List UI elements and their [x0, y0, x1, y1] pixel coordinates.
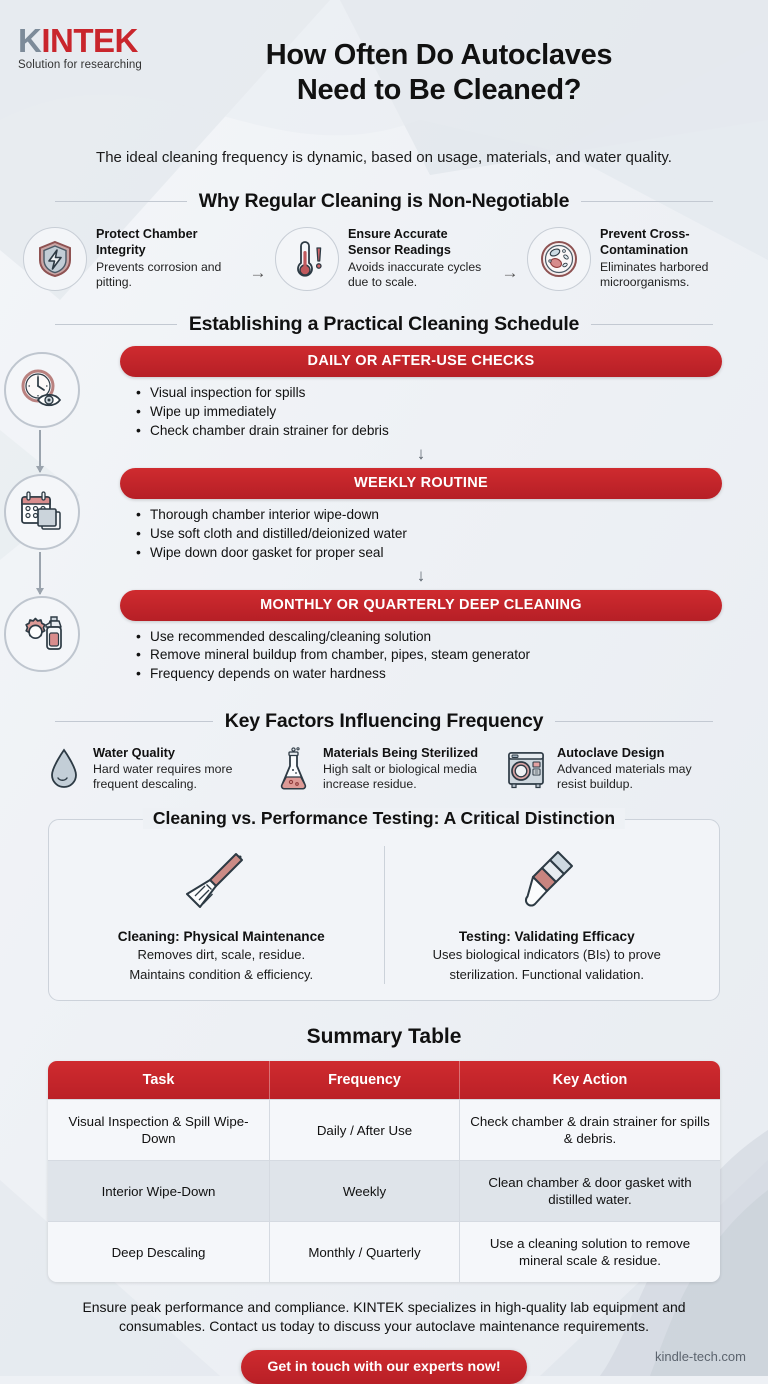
list-item: • Check chamber drain strainer for debris [136, 422, 722, 441]
factor-text [323, 745, 494, 792]
schedule-step-monthly [120, 590, 722, 685]
list-item: • Wipe up immediately [136, 403, 722, 422]
cta-wrapper [0, 1350, 768, 1384]
factor-title: Materials Being Sterilized [323, 745, 479, 761]
footer-text-line1: Ensure peak performance and compliance. KINTEK specializes in high-quality lab equipment and [82, 1299, 686, 1316]
summary-table [48, 1061, 720, 1282]
schedule-list-weekly [136, 506, 722, 563]
distinction-column-testing [384, 846, 710, 984]
cell-frequency: Weekly [270, 1160, 460, 1221]
table-row [48, 1160, 720, 1221]
factors-section-title: Key Factors Influencing Frequency [224, 710, 544, 733]
brush-icon [69, 846, 374, 921]
factor-desc: Advanced materials may resist buildup. [557, 761, 692, 792]
why-card-cross-contamination [527, 227, 745, 291]
logo-tagline: Solution for researching [18, 59, 142, 71]
cell-task: Visual Inspection & Spill Wipe-Down [48, 1099, 270, 1160]
calendar-cloth-icon [4, 474, 80, 550]
column-header-task: Task [48, 1061, 270, 1099]
rule-right [591, 324, 713, 325]
table-header-row [48, 1061, 720, 1099]
distinction-column-title: Testing: Validating Efficacy [458, 929, 635, 945]
biological-indicator-icon [395, 846, 700, 921]
schedule-pill-daily: DAILY OR AFTER-USE CHECKS [120, 346, 722, 377]
why-card-sensor-readings [275, 227, 493, 291]
schedule-step-weekly [120, 468, 722, 584]
list-item: • Use recommended descaling/cleaning solution [136, 628, 722, 647]
factor-text [557, 745, 724, 792]
factor-desc: High salt or biological media increase residue. [323, 761, 477, 792]
cell-frequency: Daily / After Use [270, 1099, 460, 1160]
factor-materials [274, 745, 494, 793]
clock-eye-icon [4, 352, 80, 428]
list-item: • Use soft cloth and distilled/deionized water [136, 525, 722, 544]
kintek-logo [18, 24, 170, 71]
list-item: • Thorough chamber interior wipe-down [136, 506, 722, 525]
distinction-section [48, 808, 720, 1001]
factor-water-quality [44, 745, 264, 793]
why-card-title: Ensure Accurate Sensor Readings [348, 227, 451, 257]
cell-action: Use a cleaning solution to remove mineral scale & residue. [460, 1221, 720, 1282]
step-connector-2 [39, 552, 41, 594]
schedule-steps [0, 346, 768, 684]
why-section-heading [55, 190, 713, 213]
schedule-pill-monthly: MONTHLY OR QUARTERLY DEEP CLEANING [120, 590, 722, 621]
factor-text [93, 745, 264, 792]
column-header-frequency: Frequency [270, 1061, 460, 1099]
petri-dish-microbes-icon [527, 227, 591, 291]
why-card-protect-chamber [23, 227, 241, 291]
distinction-column-line1: Uses biological indicators (BIs) to prove [432, 947, 661, 963]
rule-right [581, 201, 713, 202]
distinction-title: Cleaning vs. Performance Testing: A Critical Distinction [143, 808, 625, 829]
list-item: • Frequency depends on water hardness [136, 665, 722, 684]
schedule-list-daily [136, 384, 722, 441]
footer-text [34, 1298, 734, 1336]
distinction-box [48, 819, 720, 1001]
cell-task: Interior Wipe-Down [48, 1160, 270, 1221]
schedule-list-monthly [136, 628, 722, 685]
rule-left [55, 201, 187, 202]
gear-spray-bottle-icon [4, 596, 80, 672]
logo-letters-rest: INTEK [41, 22, 138, 59]
why-section-title: Why Regular Cleaning is Non-Negotiable [198, 190, 570, 213]
water-drop-icon [44, 745, 84, 791]
why-cards-row [14, 227, 754, 291]
why-card-text [348, 227, 493, 290]
factors-row [44, 745, 724, 793]
why-card-desc: Prevents corrosion and pitting. [96, 259, 222, 290]
cell-action: Clean chamber & door gasket with distilled water. [460, 1160, 720, 1221]
flask-icon [274, 745, 314, 793]
schedule-pill-weekly: WEEKLY ROUTINE [120, 468, 722, 499]
logo-letter-k: K [18, 22, 42, 59]
arrow-right-icon-2: → [501, 263, 519, 283]
table-body [48, 1099, 720, 1282]
distinction-column-line2: Maintains condition & efficiency. [129, 967, 314, 983]
cell-task: Deep Descaling [48, 1221, 270, 1282]
schedule-section-title: Establishing a Practical Cleaning Schedule [188, 313, 580, 336]
list-item: • Wipe down door gasket for proper seal [136, 544, 722, 563]
arrow-down-icon-2: ↓ [416, 565, 426, 585]
why-card-text [600, 227, 745, 290]
thermometer-alert-icon [275, 227, 339, 291]
factor-title: Autoclave Design [557, 745, 665, 761]
shield-bolt-icon [23, 227, 87, 291]
footer-text-line2: consumables. Contact us today to discuss your autoclave maintenance requirements. [119, 1317, 649, 1334]
page-subtitle: The ideal cleaning frequency is dynamic, based on usage, materials, and water quality. [96, 149, 672, 166]
distinction-column-line2: sterilization. Functional validation. [449, 967, 644, 983]
why-card-desc: Eliminates harbored microorganisms. [600, 259, 709, 290]
summary-table-title: Summary Table [306, 1025, 462, 1049]
cell-frequency: Monthly / Quarterly [270, 1221, 460, 1282]
distinction-column-cleaning [59, 846, 384, 984]
distinction-column-title: Cleaning: Physical Maintenance [117, 929, 325, 945]
rule-right [555, 721, 713, 722]
factor-desc: Hard water requires more frequent descaling. [93, 761, 233, 792]
list-item: • Visual inspection for spills [136, 384, 722, 403]
arrow-down-icon-1: ↓ [416, 443, 426, 463]
page-title-line1: How Often Do Autoclaves [265, 39, 613, 71]
column-header-key-action: Key Action [460, 1061, 720, 1099]
cell-action: Check chamber & drain strainer for spills & debris. [460, 1099, 720, 1160]
logo-wordmark [18, 24, 170, 57]
table-row [48, 1099, 720, 1160]
autoclave-machine-icon [504, 745, 548, 789]
why-card-title: Prevent Cross-Contamination [600, 227, 690, 257]
factor-title: Water Quality [93, 745, 176, 761]
header [0, 0, 768, 132]
table-head [48, 1061, 720, 1099]
why-card-text [96, 227, 241, 290]
table-row [48, 1221, 720, 1282]
factor-autoclave-design [504, 745, 724, 793]
rule-left [55, 324, 177, 325]
step-connector-1 [39, 430, 41, 472]
schedule-section-heading [55, 313, 713, 336]
why-card-desc: Avoids inaccurate cycles due to scale. [348, 259, 482, 290]
factors-section-heading [55, 710, 713, 733]
list-item: • Remove mineral buildup from chamber, pipes, steam generator [136, 646, 722, 665]
rule-left [55, 721, 213, 722]
distinction-column-line1: Removes dirt, scale, residue. [137, 947, 306, 963]
schedule-step-daily [120, 346, 722, 462]
why-card-title: Protect Chamber Integrity [96, 227, 198, 257]
arrow-right-icon-1: → [249, 263, 267, 283]
site-url: kindle-tech.com [654, 1349, 746, 1364]
contact-experts-button[interactable]: Get in touch with our experts now! [241, 1350, 526, 1384]
page-title-line2: Need to Be Cleaned? [296, 74, 582, 107]
